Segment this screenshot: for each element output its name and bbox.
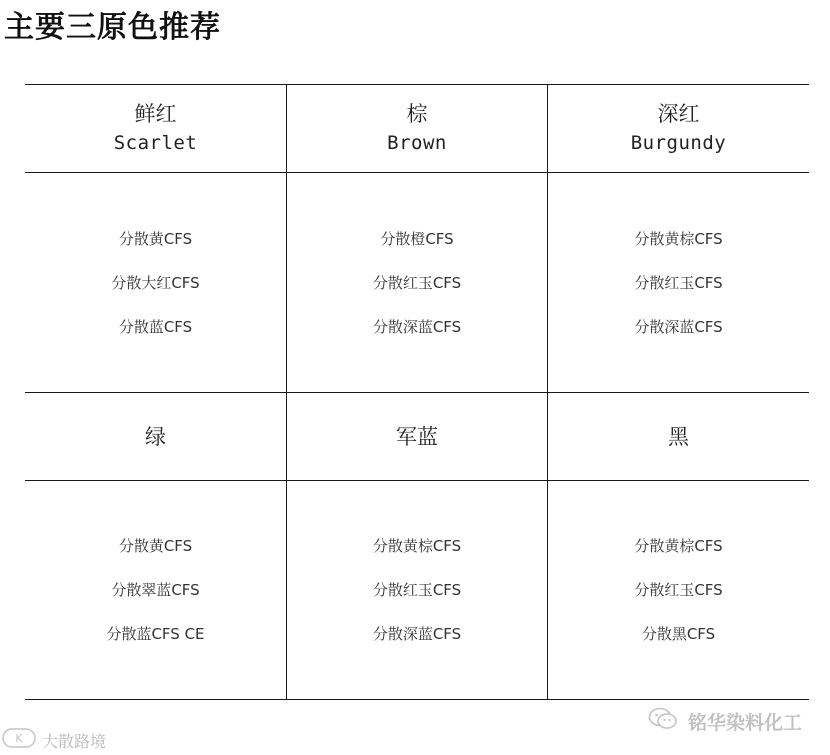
page-title: 主要三原色推荐 — [4, 10, 221, 45]
items-cell-navy — [287, 481, 547, 699]
color-name-en: Scarlet — [113, 132, 198, 154]
dye-item: 分散红玉CFS — [372, 273, 462, 292]
dye-item: 分散黄棕CFS — [634, 229, 723, 248]
items-cell-black — [548, 481, 809, 699]
dye-item: 分散蓝CFS CE — [106, 625, 205, 643]
items-cell-burgundy — [548, 173, 809, 392]
svg-text:K: K — [15, 732, 23, 745]
items-cell-scarlet — [25, 173, 286, 392]
dye-item: 分散大红CFS — [111, 273, 200, 292]
header-cell-green — [25, 393, 286, 480]
dye-item: 分散蓝CFS — [118, 317, 193, 336]
items-cell-brown — [287, 173, 547, 392]
table-divider — [25, 699, 809, 700]
watermark-left — [2, 728, 106, 752]
dye-item: 分散翠蓝CFS — [111, 581, 200, 599]
color-name-cn: 绿 — [145, 424, 166, 449]
color-name-en: Brown — [387, 132, 447, 154]
dye-item: 分散橙CFS — [380, 229, 454, 248]
dye-item: 分散红玉CFS — [372, 581, 462, 599]
dye-item: 分散深蓝CFS — [634, 317, 723, 336]
dye-recommendation-table — [25, 84, 809, 700]
watermark-text: 铭华染料化工 — [688, 712, 803, 734]
dye-item: 分散深蓝CFS — [372, 625, 462, 643]
dye-item: 分散黑CFS — [641, 625, 716, 643]
dye-item: 分散黄棕CFS — [372, 537, 462, 555]
color-name-cn: 棕 — [406, 102, 428, 126]
dye-item: 分散黄CFS — [118, 537, 193, 555]
items-cell-green — [25, 481, 286, 699]
header-cell-scarlet — [25, 84, 286, 172]
color-name-cn: 黑 — [668, 424, 689, 449]
dye-item: 分散深蓝CFS — [372, 317, 462, 336]
color-name-en: Burgundy — [630, 132, 727, 154]
header-cell-brown — [287, 84, 547, 172]
dye-item: 分散黄棕CFS — [634, 537, 723, 555]
dye-item: 分散红玉CFS — [634, 273, 723, 292]
header-cell-black — [548, 393, 809, 480]
color-name-cn: 鲜红 — [134, 102, 177, 126]
dye-item: 分散红玉CFS — [634, 581, 723, 599]
color-name-cn: 军蓝 — [396, 424, 438, 449]
color-name-cn: 深红 — [657, 102, 700, 126]
watermark-text: 大散路境 — [42, 731, 107, 751]
watermark-right — [648, 706, 802, 737]
header-cell-burgundy — [548, 84, 809, 172]
dye-item: 分散黄CFS — [118, 229, 193, 248]
header-cell-navy — [287, 393, 547, 480]
wechat-icon — [648, 706, 678, 737]
k-logo-icon — [2, 728, 36, 752]
